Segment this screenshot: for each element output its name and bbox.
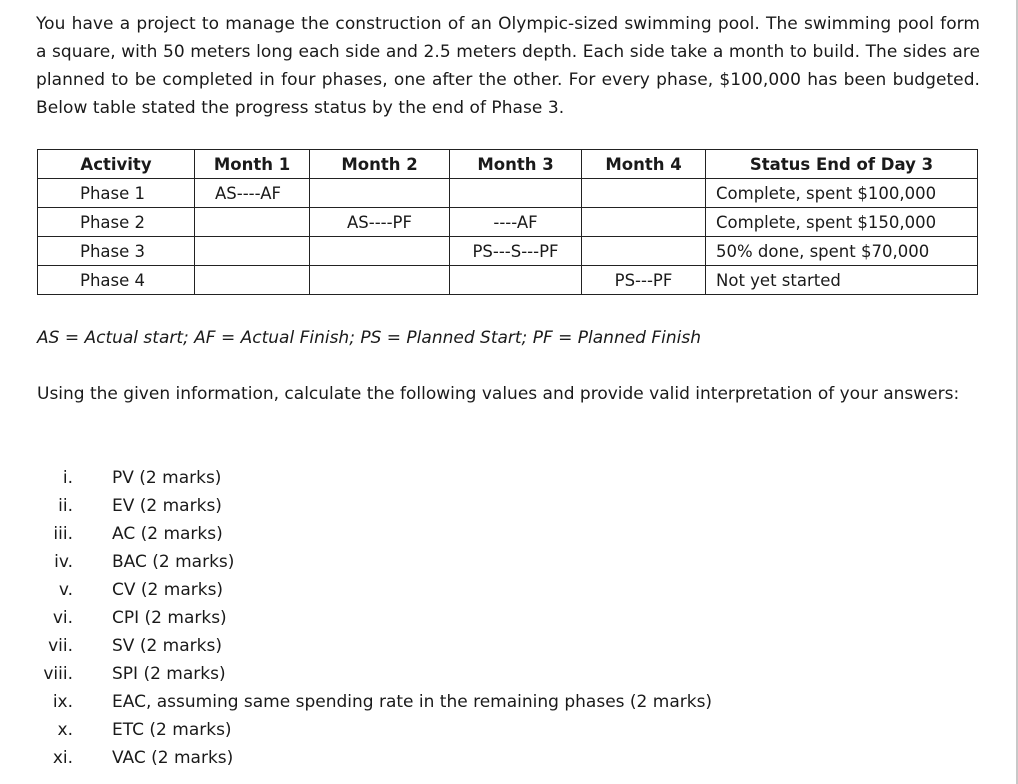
question-text: VAC (2 marks) <box>112 748 234 768</box>
question-list <box>37 464 713 772</box>
list-item <box>37 716 232 744</box>
progress-table <box>37 149 978 295</box>
question-text: PV (2 marks) <box>112 468 222 488</box>
question-text: SV (2 marks) <box>112 636 222 656</box>
month-3-cell <box>450 179 582 208</box>
month-2-cell <box>310 237 450 266</box>
header-month-1: Month 1 <box>195 150 310 179</box>
question-number: vi. <box>52 608 73 628</box>
month-2-cell <box>310 179 450 208</box>
table-row <box>38 179 978 208</box>
status-cell: 50% done, spent $70,000 <box>706 237 978 266</box>
list-item <box>37 688 713 716</box>
month-1-cell: AS----AF <box>195 179 310 208</box>
question-text: CPI (2 marks) <box>112 608 227 628</box>
month-3-cell: ----AF <box>450 208 582 237</box>
question-number: ix. <box>52 692 73 712</box>
month-3-cell: PS---S---PF <box>450 237 582 266</box>
question-number: viii. <box>43 664 73 684</box>
question-text: ETC (2 marks) <box>112 720 232 740</box>
question-number: i. <box>62 468 73 488</box>
activity-cell: Phase 4 <box>38 266 195 295</box>
status-cell: Complete, spent $100,000 <box>706 179 978 208</box>
header-month-3: Month 3 <box>450 150 582 179</box>
activity-cell: Phase 1 <box>38 179 195 208</box>
question-number: x. <box>57 720 73 740</box>
list-item <box>37 632 222 660</box>
question-text: AC (2 marks) <box>112 524 223 544</box>
list-item <box>37 576 224 604</box>
month-4-cell <box>582 208 706 237</box>
month-2-cell <box>310 266 450 295</box>
table-row <box>38 266 978 295</box>
question-number: iv. <box>54 552 73 572</box>
header-status: Status End of Day 3 <box>706 150 978 179</box>
month-3-cell <box>450 266 582 295</box>
list-item <box>37 548 235 576</box>
month-1-cell <box>195 266 310 295</box>
question-text: EAC, assuming same spending rate in the remaining phases (2 marks) <box>112 692 713 712</box>
month-2-cell: AS----PF <box>310 208 450 237</box>
table-row <box>38 208 978 237</box>
header-month-4: Month 4 <box>582 150 706 179</box>
table-row <box>38 237 978 266</box>
month-1-cell <box>195 237 310 266</box>
header-month-2: Month 2 <box>310 150 450 179</box>
activity-cell: Phase 3 <box>38 237 195 266</box>
list-item <box>37 492 222 520</box>
question-number: vii. <box>48 636 73 656</box>
question-text: BAC (2 marks) <box>112 552 235 572</box>
status-cell: Not yet started <box>706 266 978 295</box>
question-number: iii. <box>53 524 73 544</box>
table-header-row <box>38 150 978 179</box>
status-cell: Complete, spent $150,000 <box>706 208 978 237</box>
month-4-cell: PS---PF <box>582 266 706 295</box>
question-text: SPI (2 marks) <box>112 664 226 684</box>
list-item <box>37 660 226 688</box>
list-item <box>37 520 223 548</box>
question-number: ii. <box>58 496 73 516</box>
list-item <box>37 464 222 492</box>
question-text: EV (2 marks) <box>112 496 222 516</box>
intro-paragraph: You have a project to manage the construction of an Olympic-sized swimming pool. The swimming pool form a square, with 50 meters long each side and 2.5 meters depth. Each side take a month to build. The sides are planned to be completed in four phases, one after the other. For every phase, $100,000 has been budgeted. Below table stated the progress status by the end of Phase 3. <box>36 14 980 118</box>
header-activity: Activity <box>38 150 195 179</box>
month-4-cell <box>582 179 706 208</box>
list-item <box>37 604 227 632</box>
question-text: CV (2 marks) <box>112 580 224 600</box>
abbreviation-legend: AS = Actual start; AF = Actual Finish; PS = Planned Start; PF = Planned Finish <box>37 328 701 348</box>
question-number: xi. <box>52 748 73 768</box>
question-number: v. <box>58 580 73 600</box>
activity-cell: Phase 2 <box>38 208 195 237</box>
instruction-paragraph: Using the given information, calculate the following values and provide valid interpretation of your answers: <box>37 384 960 404</box>
month-4-cell <box>582 237 706 266</box>
month-1-cell <box>195 208 310 237</box>
list-item <box>37 744 234 772</box>
